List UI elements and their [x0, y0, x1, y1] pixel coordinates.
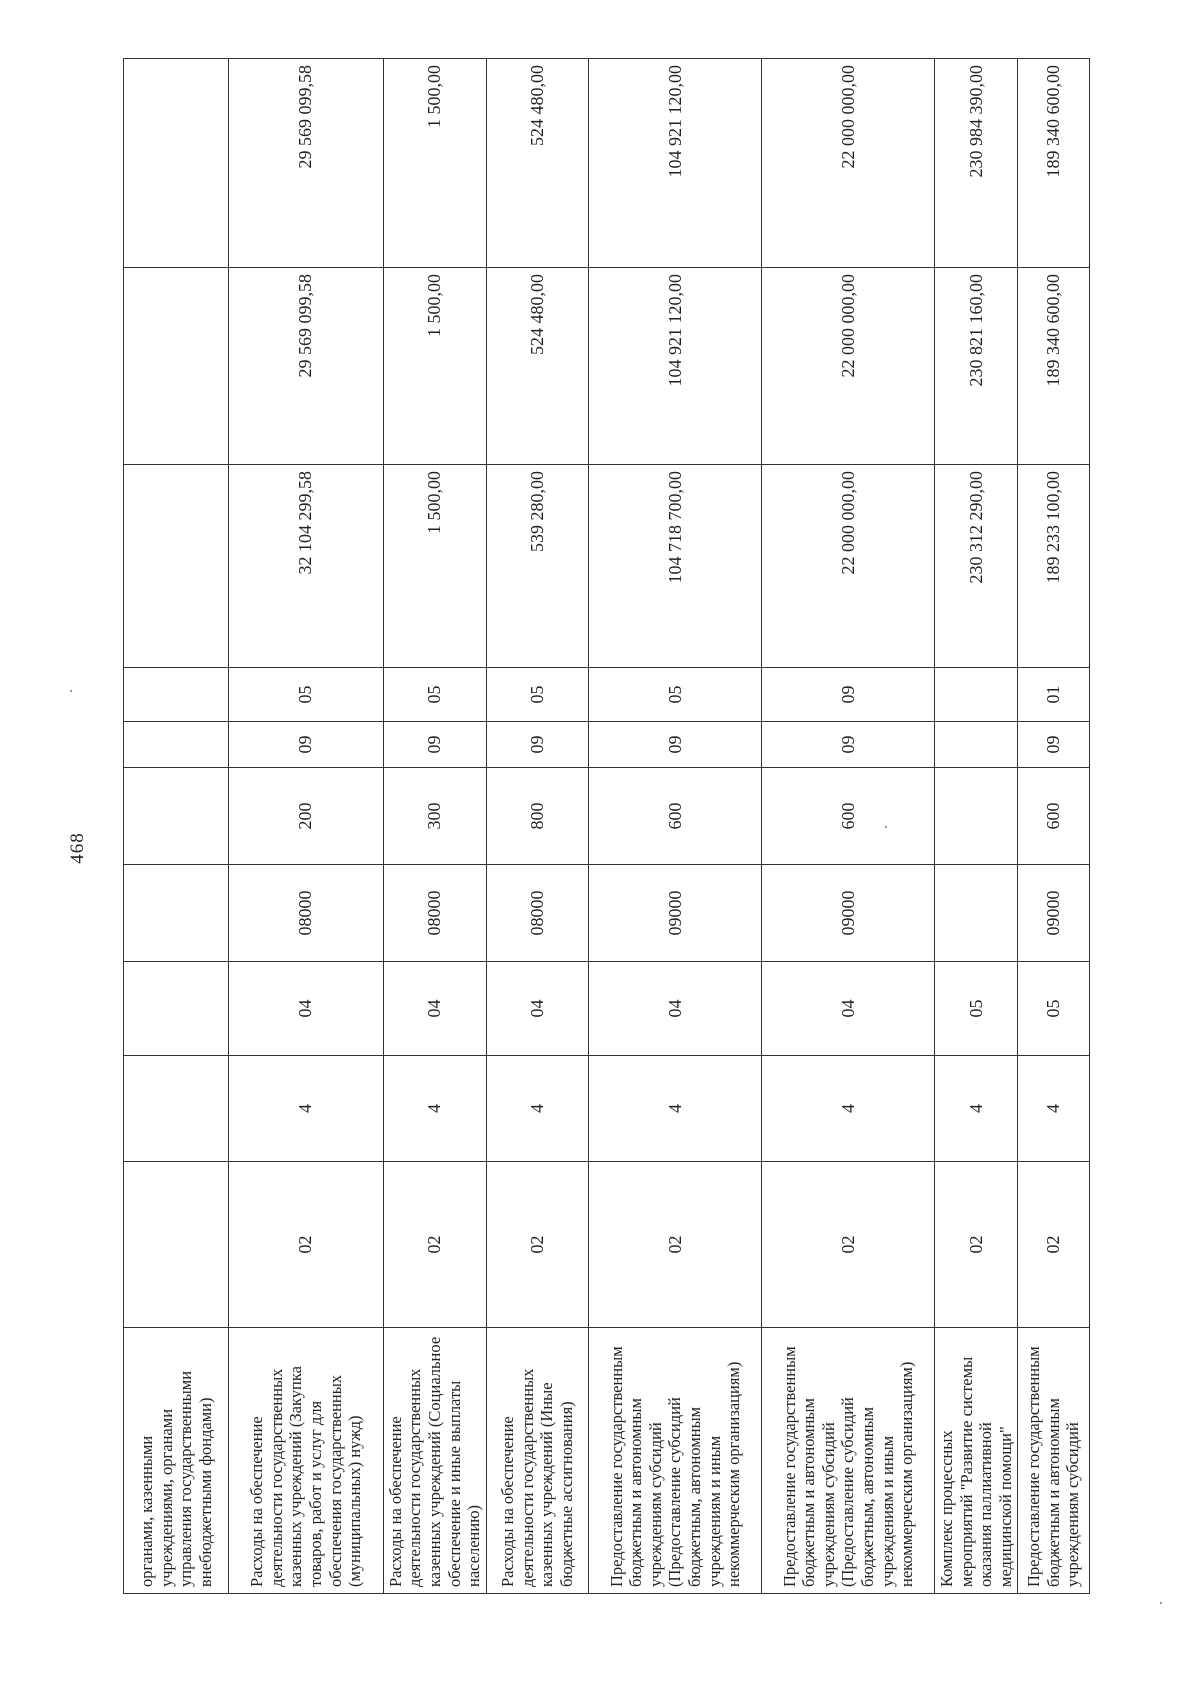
amount-year-3: 1 500,00 — [383, 59, 486, 268]
row-description: Расходы на обеспечение деятельности государственных казенных учреждений (Социальное обеспечение и иные выплаты населению) — [383, 1328, 486, 1594]
program-code — [124, 865, 229, 962]
amount-year-2: 230 821 160,00 — [935, 268, 1018, 465]
section-code: 4 — [229, 1056, 383, 1162]
section-code: 4 — [383, 1056, 486, 1162]
amount-year-2: 189 340 600,00 — [1018, 268, 1090, 465]
subdirection-code: 01 — [1018, 668, 1090, 722]
subsection-code: 04 — [589, 962, 762, 1056]
row-description: Предоставление государственным бюджетным и автономным учреждениям субсидий (Предоставление субсидий бюджетным, автономным учреждениям и иным некоммерческим организациям) — [589, 1328, 762, 1594]
ministry-code — [124, 1162, 229, 1328]
table-row — [229, 59, 383, 1594]
subdirection-code: 09 — [762, 668, 935, 722]
ministry-code: 02 — [1018, 1162, 1090, 1328]
direction-code: 09 — [762, 722, 935, 768]
scan-speck — [70, 690, 72, 692]
table-row — [762, 59, 935, 1594]
subdirection-code — [935, 668, 1018, 722]
direction-code: 09 — [229, 722, 383, 768]
amount-year-1: 104 718 700,00 — [589, 465, 762, 668]
expense-type-code: 600 — [762, 768, 935, 865]
section-code: 4 — [1018, 1056, 1090, 1162]
amount-year-2: 1 500,00 — [383, 268, 486, 465]
program-code: 09000 — [762, 865, 935, 962]
subsection-code: 05 — [935, 962, 1018, 1056]
budget-table — [123, 58, 1090, 1594]
ministry-code: 02 — [589, 1162, 762, 1328]
amount-year-3: 189 340 600,00 — [1018, 59, 1090, 268]
amount-year-3: 524 480,00 — [486, 59, 588, 268]
subdirection-code: 05 — [229, 668, 383, 722]
ministry-code: 02 — [935, 1162, 1018, 1328]
subdirection-code: 05 — [486, 668, 588, 722]
scan-speck — [1160, 1602, 1162, 1604]
direction-code — [124, 722, 229, 768]
expense-type-code: 800 — [486, 768, 588, 865]
program-code: 08000 — [486, 865, 588, 962]
direction-code: 09 — [486, 722, 588, 768]
amount-year-3: 22 000 000,00 — [762, 59, 935, 268]
subdirection-code: 05 — [383, 668, 486, 722]
amount-year-1: 32 104 299,58 — [229, 465, 383, 668]
expense-type-code — [124, 768, 229, 865]
ministry-code: 02 — [383, 1162, 486, 1328]
row-description: Расходы на обеспечение деятельности государственных казенных учреждений (Иные бюджетные ассигнования) — [486, 1328, 588, 1594]
table-row — [383, 59, 486, 1594]
expense-type-code: 600 — [1018, 768, 1090, 865]
program-code: 08000 — [229, 865, 383, 962]
program-code: 08000 — [383, 865, 486, 962]
amount-year-3: 230 984 390,00 — [935, 59, 1018, 268]
row-description: Комплекс процессных мероприятий "Развитие системы оказания паллиативной медицинской помощи" — [935, 1328, 1018, 1594]
direction-code — [935, 722, 1018, 768]
direction-code: 09 — [383, 722, 486, 768]
program-code: 09000 — [1018, 865, 1090, 962]
expense-type-code: 300 — [383, 768, 486, 865]
row-description: Предоставление государственным бюджетным и автономным учреждениям субсидий — [1018, 1328, 1090, 1594]
amount-year-3 — [124, 59, 229, 268]
amount-year-2 — [124, 268, 229, 465]
amount-year-3: 29 569 099,58 — [229, 59, 383, 268]
section-code: 4 — [762, 1056, 935, 1162]
amount-year-2: 524 480,00 — [486, 268, 588, 465]
subsection-code: 04 — [383, 962, 486, 1056]
subsection-code: 04 — [229, 962, 383, 1056]
amount-year-2: 22 000 000,00 — [762, 268, 935, 465]
subsection-code: 05 — [1018, 962, 1090, 1056]
program-code — [935, 865, 1018, 962]
budget-table-rotated — [123, 59, 1090, 1594]
page-number: 468 — [67, 832, 88, 864]
amount-year-1 — [124, 465, 229, 668]
row-description: Предоставление государственным бюджетным и автономным учреждениям субсидий (Предоставление субсидий бюджетным, автономным учреждениям и иным некоммерческим организациям) — [762, 1328, 935, 1594]
ministry-code: 02 — [762, 1162, 935, 1328]
amount-year-3: 104 921 120,00 — [589, 59, 762, 268]
amount-year-2: 104 921 120,00 — [589, 268, 762, 465]
ministry-code: 02 — [229, 1162, 383, 1328]
ministry-code: 02 — [486, 1162, 588, 1328]
table-row — [935, 59, 1018, 1594]
section-code — [124, 1056, 229, 1162]
subdirection-code — [124, 668, 229, 722]
amount-year-2: 29 569 099,58 — [229, 268, 383, 465]
amount-year-1: 189 233 100,00 — [1018, 465, 1090, 668]
subsection-code: 04 — [486, 962, 588, 1056]
subdirection-code: 05 — [589, 668, 762, 722]
amount-year-1: 1 500,00 — [383, 465, 486, 668]
table-row — [589, 59, 762, 1594]
subsection-code — [124, 962, 229, 1056]
expense-type-code: 600 — [589, 768, 762, 865]
amount-year-1: 539 280,00 — [486, 465, 588, 668]
row-description: Расходы на обеспечение деятельности государственных казенных учреждений (Закупка товаров, работ и услуг для обеспечения государственных (муниципальных) нужд) — [229, 1328, 383, 1594]
table-row — [1018, 59, 1090, 1594]
expense-type-code: 200 — [229, 768, 383, 865]
amount-year-1: 230 312 290,00 — [935, 465, 1018, 668]
section-code: 4 — [486, 1056, 588, 1162]
section-code: 4 — [589, 1056, 762, 1162]
direction-code: 09 — [589, 722, 762, 768]
table-row — [486, 59, 588, 1594]
table-row — [124, 59, 229, 1594]
subsection-code: 04 — [762, 962, 935, 1056]
row-description: органами, казенными учреждениями, органами управления государственными внебюджетными фондами) — [124, 1328, 229, 1594]
section-code: 4 — [935, 1056, 1018, 1162]
direction-code: 09 — [1018, 722, 1090, 768]
amount-year-1: 22 000 000,00 — [762, 465, 935, 668]
expense-type-code — [935, 768, 1018, 865]
program-code: 09000 — [589, 865, 762, 962]
